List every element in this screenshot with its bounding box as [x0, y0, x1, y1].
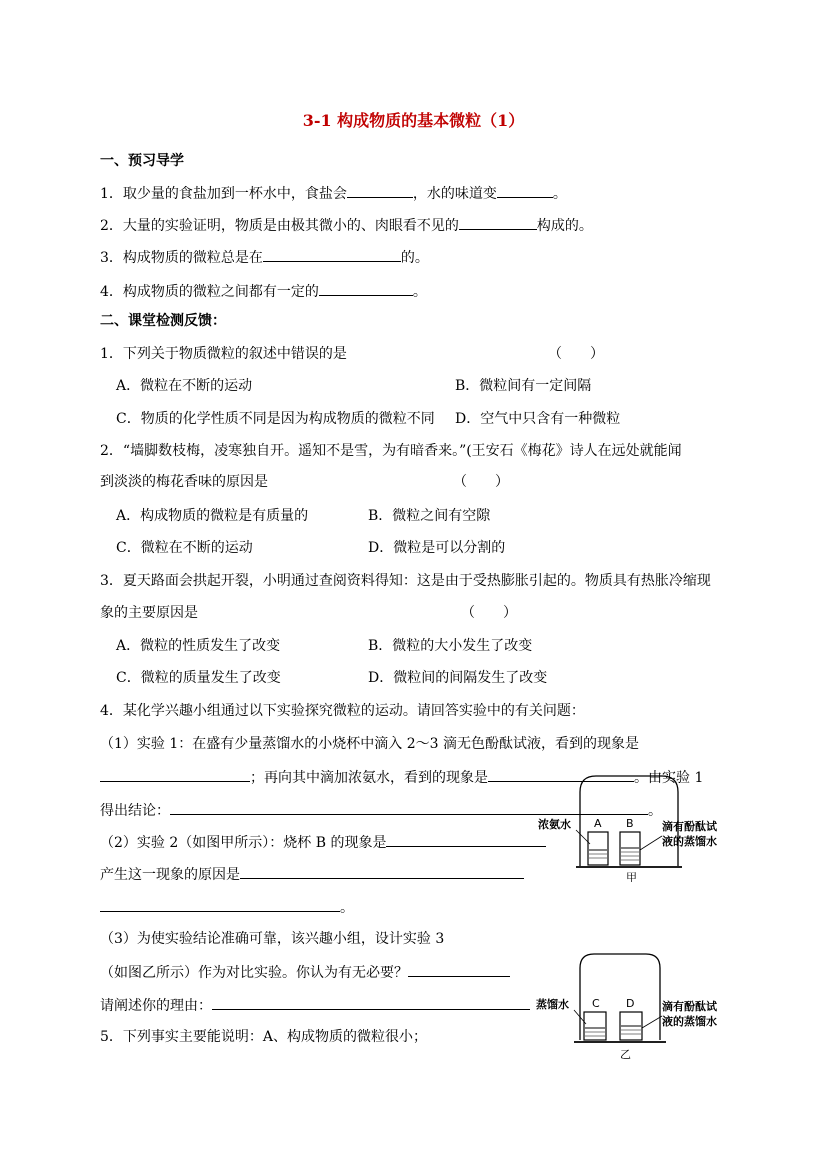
- beaker-a: [588, 832, 608, 865]
- experiment-3-necessity: [100, 962, 510, 982]
- experiment-3: （3）为使实验结论准确可靠，该兴趣小组，设计实验 3: [100, 931, 445, 947]
- question-2-4: 4．某化学兴趣小组通过以下实验探究微粒的运动。请回答实验中的有关问题：: [100, 703, 585, 719]
- answer-blank[interactable]: [100, 767, 250, 782]
- option-d: D．微粒是可以分割的: [368, 540, 506, 556]
- q-text: 得出结论：: [100, 803, 170, 819]
- option-a: A．微粒的性质发生了改变: [116, 638, 281, 654]
- option-b: B．微粒的大小发生了改变: [368, 638, 533, 654]
- option-c: C．微粒的质量发生了改变: [116, 670, 281, 686]
- label-ammonia: 浓氨水: [538, 818, 571, 831]
- q-text: 的。: [400, 250, 429, 266]
- option-b: B．微粒之间有空隙: [368, 508, 491, 524]
- q-text: 2．大量的实验证明，物质是由极其微小的、肉眼看不见的: [100, 218, 459, 234]
- q-text: 。: [340, 900, 354, 916]
- section1-heading: 一、预习导学: [100, 153, 184, 169]
- page-title: 3-1 构成物质的基本微粒（1）: [302, 111, 525, 130]
- q-text: ；再向其中滴加浓氨水，看到的现象是: [250, 770, 488, 786]
- answer-blank[interactable]: [240, 864, 524, 879]
- question-1-2: [100, 215, 593, 235]
- q-text: 4．构成物质的微粒之间都有一定的: [100, 284, 319, 300]
- q-text: 。: [648, 803, 662, 819]
- answer-blank[interactable]: [263, 247, 401, 262]
- pointer-line: [642, 1016, 662, 1028]
- question-2-5: 5．下列事实主要能说明：A、构成物质的微粒很小；: [100, 1029, 428, 1045]
- question-1-1: [100, 183, 567, 203]
- option-a: A．微粒在不断的运动: [116, 378, 253, 394]
- option-c: C．物质的化学性质不同是因为构成物质的微粒不同: [116, 411, 435, 427]
- figure-yi: [534, 952, 734, 1064]
- question-1-3: [100, 247, 429, 267]
- answer-paren[interactable]: （ ）: [548, 346, 604, 362]
- option-d: D．空气中只含有一种微粒: [455, 411, 621, 427]
- answer-paren[interactable]: （ ）: [453, 474, 509, 490]
- q-text: 构成的。: [536, 218, 593, 234]
- q-text: 产生这一现象的原因是: [100, 867, 240, 883]
- experiment-2: [100, 832, 546, 852]
- beaker-label: A: [594, 817, 602, 830]
- experiment-2-reason-cont: [100, 897, 354, 917]
- q-text: 。: [412, 284, 427, 300]
- label-phenolphthalein: 滴有酚酞试: [662, 820, 717, 833]
- answer-paren[interactable]: （ ）: [461, 605, 517, 621]
- option-c: C．微粒在不断的运动: [116, 540, 253, 556]
- label-phenolphthalein: 液的蒸馏水: [662, 835, 717, 848]
- label-phenolphthalein: 液的蒸馏水: [662, 1015, 717, 1028]
- q-text: ，水的味道变: [412, 186, 497, 202]
- option-d: D．微粒间的间隔发生了改变: [368, 670, 548, 686]
- q-text: 请阐述你的理由：: [100, 998, 212, 1014]
- beaker-label: B: [626, 817, 634, 830]
- beaker-label: D: [626, 997, 635, 1010]
- figure-caption: 乙: [620, 1048, 631, 1061]
- label-distilled-water: 蒸馏水: [536, 998, 569, 1011]
- q-text: （2）实验 2（如图甲所示）：烧杯 B 的现象是: [100, 835, 387, 851]
- beaker-label: C: [592, 997, 600, 1010]
- question-1-4: [100, 281, 427, 301]
- q-text: 。: [552, 186, 567, 202]
- q-text: 。由实验 1: [634, 770, 704, 786]
- answer-blank[interactable]: [347, 183, 413, 198]
- answer-blank[interactable]: [459, 215, 537, 230]
- answer-blank[interactable]: [100, 897, 340, 912]
- question-2-3-cont: 象的主要原因是: [100, 605, 198, 621]
- figure-jia: [536, 770, 732, 882]
- answer-blank[interactable]: [212, 995, 530, 1010]
- experiment-2-reason: [100, 864, 524, 884]
- answer-blank[interactable]: [497, 183, 553, 198]
- q-text: 1．取少量的食盐加到一杯水中，食盐会: [100, 186, 347, 202]
- answer-blank[interactable]: [319, 281, 413, 296]
- experiment-1: （1）实验 1：在盛有少量蒸馏水的小烧杯中滴入 2～3 滴无色酚酞试液，看到的现象是: [100, 736, 639, 752]
- label-phenolphthalein: 滴有酚酞试: [662, 1000, 717, 1013]
- pointer-line: [640, 836, 662, 850]
- question-2-3: 3．夏天路面会拱起开裂，小明通过查阅资料得知：这是由于受热膨胀引起的。物质具有热胀冷缩现: [100, 573, 711, 589]
- section2-heading: 二、课堂检测反馈：: [100, 313, 226, 329]
- figure-caption: 甲: [626, 871, 637, 882]
- q-text: （如图乙所示）作为对比实验。你认为有无必要？: [100, 965, 408, 981]
- answer-blank[interactable]: [386, 832, 546, 847]
- option-b: B．微粒间有一定间隔: [455, 378, 592, 394]
- option-a: A．构成物质的微粒是有质量的: [116, 508, 309, 524]
- question-2-2: 2．“墙脚数枝梅，凌寒独自开。遥知不是雪，为有暗香来。”(王安石《梅花》诗人在远处就能闻: [100, 443, 682, 459]
- q-text: 3．构成物质的微粒总是在: [100, 250, 263, 266]
- experiment-3-reason: [100, 995, 530, 1015]
- answer-blank[interactable]: [408, 962, 510, 977]
- question-2-1: 1．下列关于物质微粒的叙述中错误的是: [100, 346, 347, 362]
- question-2-2-cont: 到淡淡的梅花香味的原因是: [100, 474, 268, 490]
